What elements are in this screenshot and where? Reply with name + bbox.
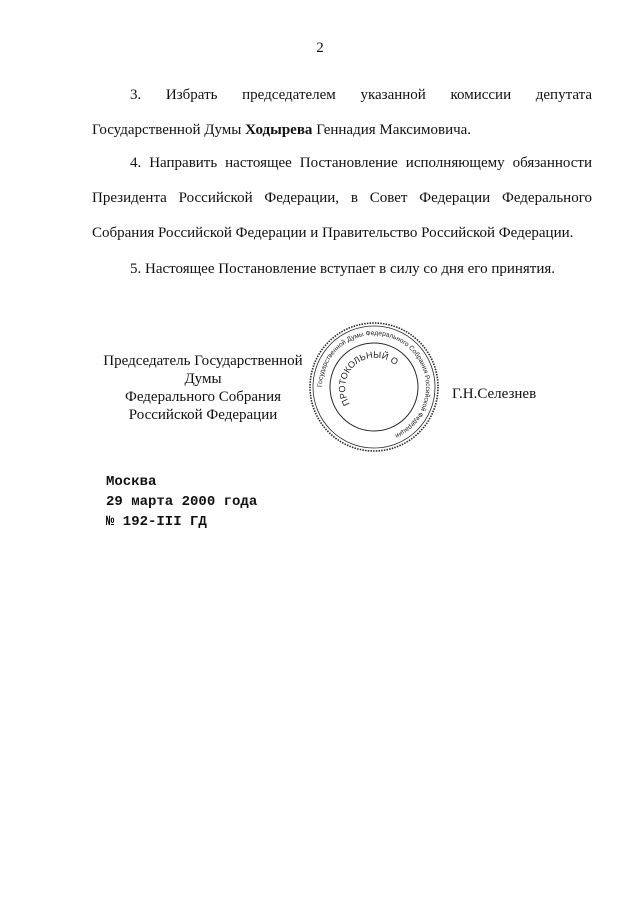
paragraph-5-text: 5. Настоящее Постановление вступает в силу со дня его принятия. <box>130 261 556 277</box>
paragraph-3-prefix: 3. Избрать председателем указанной комиссии депутата Государственной Думы <box>92 87 592 138</box>
official-stamp <box>305 318 443 456</box>
paragraph-3-bold-surname: Ходырева <box>245 122 313 138</box>
paragraph-3 <box>92 78 592 148</box>
signature-title-line-3: Российской Федерации <box>128 407 278 423</box>
paragraph-3-suffix: Геннадия Максимовича. <box>312 122 472 138</box>
paragraph-4 <box>92 146 592 251</box>
page-number: 2 <box>316 40 324 56</box>
footer-city: Москва <box>106 474 157 490</box>
signature-title <box>98 352 308 424</box>
stamp-outer-text: Государственной Думы Федерального Собрания Российской Федерации <box>316 329 432 440</box>
stamp-inner-text: ПРОТОКОЛЬНЫЙ ОТДЕЛ <box>337 349 401 408</box>
stamp-outer-ring-inner <box>313 326 435 448</box>
footer-date: 29 марта 2000 года <box>106 494 258 510</box>
footer-number: № 192-III ГД <box>106 514 207 530</box>
stamp-outer-ring <box>310 323 438 451</box>
paragraph-4-text: 4. Направить настоящее Постановление исполняющему обязанности Президента Российской Федерации, в Совет Федерации Федерального Собрания Российской Федерации и Правительство Российской Федерации. <box>92 155 592 241</box>
signature-title-line-2: Федерального Собрания <box>124 389 282 405</box>
paragraph-5 <box>92 252 592 287</box>
document-footer <box>106 472 257 532</box>
signature-title-line-1: Председатель Государственной Думы <box>103 353 303 387</box>
signer-name: Г.Н.Селезнев <box>452 386 537 402</box>
